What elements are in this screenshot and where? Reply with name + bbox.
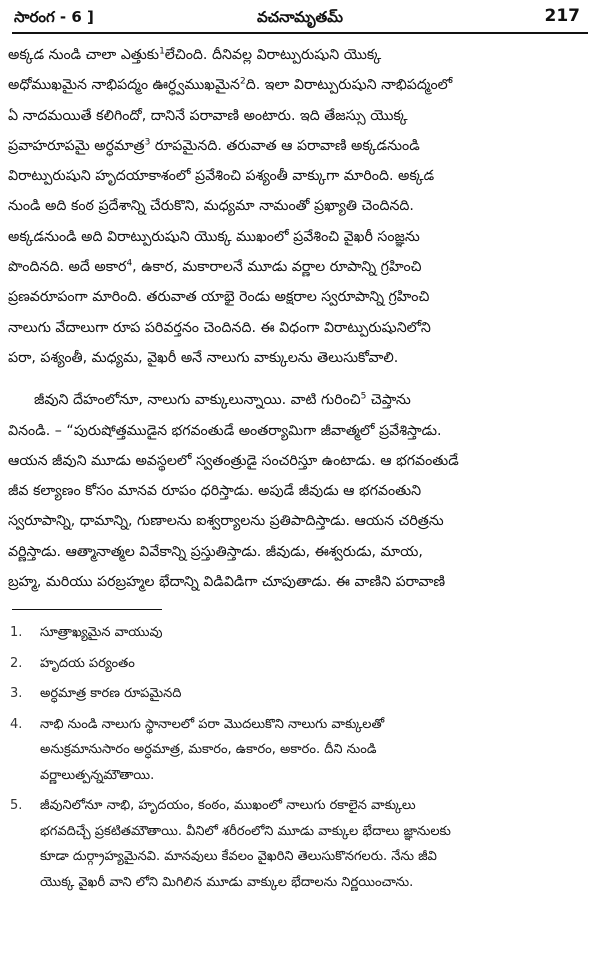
footnote-ref-5[interactable]: 5	[360, 391, 367, 402]
footnote-rule	[12, 609, 162, 610]
text-line: స్వరూపాన్ని, ధామాన్ని, గుణాలను ఐశ్వర్యాలను ప్రతిపాదిస్తాడు. ఆయన చరిత్రను	[8, 513, 444, 530]
text-line: జీవ కల్యాణం కోసం మానవ రూపం ధరిస్తాడు. అపుడే జీవుడు ఆ భగవంతుని	[8, 483, 422, 500]
text-line: పొందినది. అదే అకార$^4$, ఉకార, మకారాలనే మూడు వర్ణాల రూపాన్ని గ్రహించి	[8, 258, 422, 276]
text-line: ఏ నాదమయితే కలిగిందో, దానినే పరావాణి అంటారు. ఇది తేజస్సు యొక్క	[8, 107, 408, 124]
footnote-4	[8, 712, 592, 789]
text-line: అధోముఖమైన నాభిపద్మం ఊర్ధ్వముఖమైన$^2$ది. ఇలా విరాట్పురుషుని నాభిపద్మంలో	[8, 76, 453, 94]
footnote-text: అర్ధమాత్ర కారణ రూపమైనది	[40, 686, 182, 702]
footnote-text: జీవునిలోనూ నాభి, హృదయం, కంఠం, ముఖంలో నాలుగు రకాలైన వాక్కులు భగవదిచ్చే ప్రకటితమౌతాయి. వీనిలో శరీరంలోని మూడు వాక్కుల భేదాలు జ్ఞానులకు కూడా దుర్గ్రాహ్యమైనవి. మానవులు కేవలం వైఖరిని తెలుసుకొనగలరు. నేను జీవి యొక్క వైఖరీ వాని లోని మిగిలిన మూడు వాక్కుల భేదాలను నిర్ణయించాను.	[40, 798, 451, 890]
footnote-5	[8, 793, 592, 895]
text-line: పరా, పశ్యంతీ, మధ్యమ, వైఖరీ అనే నాలుగు వాక్కులను తెలుసుకోవాలి.	[8, 349, 399, 366]
paragraph-gap	[8, 373, 592, 385]
footnote-2	[8, 651, 592, 677]
footnote-ref-3[interactable]: 3	[144, 137, 151, 148]
footnote-number: 4.	[10, 716, 23, 732]
text-line: అక్కడనుండి అది విరాట్పురుషుని యొక్క ముఖంలో ప్రవేశించి వైఖరీ సంజ్ఞను	[8, 228, 420, 245]
chapter-label: సారంగ - 6 ]	[14, 8, 94, 26]
footnote-text: నాభి నుండి నాలుగు స్థానాలలో పరా మొదలుకొని నాలుగు వాక్కులతో అనుక్రమానుసారం అర్ధమాత్ర, మకారం, ఉకారం, అకారం. దీని నుండి వర్ణాలుత్పన్నమౌతాయి.	[40, 716, 385, 783]
text-line: జీవుని దేహంలోనూ, నాలుగు వాక్కులున్నాయి. వాటి గురించి$^5$ చెప్తాను	[34, 391, 411, 409]
footnote-text: సూత్రాఖ్యమైన వాయువు	[40, 625, 163, 641]
text-line: వర్ణిస్తాడు. ఆత్మానాత్మల వివేకాన్ని ప్రస్తుతిస్తాడు. జీవుడు, ఈశ్వరుడు, మాయ,	[8, 543, 423, 560]
footnote-ref-4[interactable]: 4	[126, 258, 133, 269]
footnote-ref-1[interactable]: 1	[159, 46, 165, 57]
footnote-number: 1.	[10, 625, 23, 641]
paragraph-2	[8, 385, 592, 597]
text-line: ప్రణవరూపంగా మారింది. తరువాత యాభై రెండు అక్షరాల స్వరూపాన్ని గ్రహించి	[8, 289, 430, 306]
footnote-ref-2[interactable]: 2	[239, 76, 246, 87]
text-line: అక్కడ నుండి చాలా ఎత్తుకు$^1$లేచింది. దీనివల్ల విరాట్పురుషుని యొక్క	[8, 46, 382, 63]
text-line: విరాట్పురుషుని హృదయాకాశంలో ప్రవేశించి పశ్యంతీ వాక్కుగా మారింది. అక్కడ	[8, 168, 435, 185]
text-line: వినండి. – “పురుషోత్తముడైన భగవంతుడే అంతర్యామిగా జీవాత్మలో ప్రవేశిస్తాడు.	[8, 422, 442, 439]
page-number: 217	[544, 6, 580, 26]
footnote-1	[8, 620, 592, 646]
running-header	[8, 6, 592, 32]
text-line: ప్రవాహరూపమై అర్ధమాత్ర$^3$ రూపమైనది. తరువాత ఆ పరావాణి అక్కడనుండి	[8, 137, 420, 154]
footnote-number: 3.	[10, 686, 23, 702]
footnote-number: 2.	[10, 655, 23, 671]
footnotes	[8, 620, 592, 895]
text-line: నుండి అది కంఠ ప్రదేశాన్ని చేరుకొని, మధ్యమా నామంతో ప్రఖ్యాతి చెందినది.	[8, 198, 414, 215]
book-title: వచనామృతమ్	[256, 8, 343, 26]
text-line: నాలుగు వేదాలుగా రూప పరివర్తనం చెందినది. ఈ విధంగా విరాట్పురుషునిలోని	[8, 319, 431, 336]
footnote-text: హృదయ పర్యంతం	[40, 655, 135, 671]
footnote-3	[8, 681, 592, 707]
header-rule	[12, 32, 588, 34]
main-text	[8, 40, 592, 597]
text-line: ఆయన జీవుని మూడు అవస్థలలో స్వతంత్రుడై సంచరిస్తూ ఉంటాడు. ఆ భగవంతుడే	[8, 452, 459, 469]
footnote-number: 5.	[10, 798, 23, 814]
paragraph-1	[8, 40, 592, 373]
text-line: బ్రహ్మ, మరియు పరబ్రహ్మల భేదాన్ని విడివిడిగా చూపుతాడు. ఈ వాణిని పరావాణి	[8, 574, 446, 591]
